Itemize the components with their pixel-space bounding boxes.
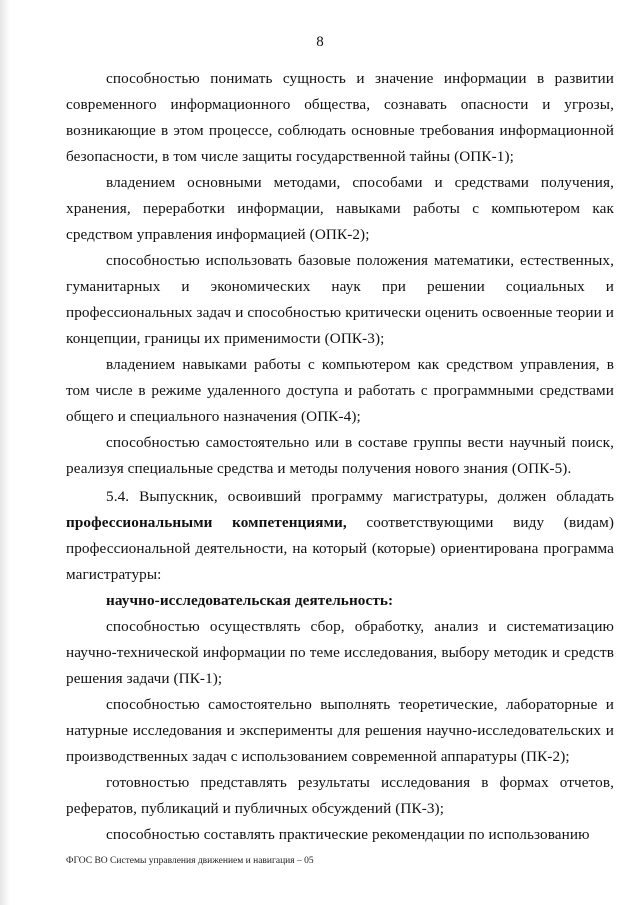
paragraph-opk-3: способностью использовать базовые положения математики, естественных, гуманитарных и экономических наук при решении социальных и профессиональных задач и способностью критически оценить освоенные теории и концепции, границы их применимости (ОПК-3); (66, 252, 614, 347)
paragraph-opk-1: способностью понимать сущность и значение информации в развитии современного информационного общества, сознавать опасности и угрозы, возникающие в этом процессе, соблюдать основные требования информационной безопасности, в том числе защиты государственной тайны (ОПК-1); (66, 70, 614, 165)
paragraph-opk-2: владением основными методами, способами и средствами получения, хранения, переработки информации, навыками работы с компьютером как средством управления информацией (ОПК-2); (66, 174, 614, 243)
activity-heading: научно-исследовательская деятельность: (106, 592, 394, 609)
page-number: 8 (316, 34, 324, 50)
page-footer: ФГОС ВО Системы управления движением и навигация – 05 (66, 856, 314, 866)
document-body (66, 66, 614, 848)
paragraph-opk-4: владением навыками работы с компьютером как средством управления, в том числе в режиме удаленного доступа и работать с программными средствами общего и специального назначения (ОПК-4); (66, 356, 614, 425)
paragraph-pk-4-start: способностью составлять практические рекомендации по использованию (106, 826, 590, 843)
section-5-4-lead: 5.4. Выпускник, освоивший программу магистратуры, должен обладать (106, 488, 614, 505)
scan-edge (0, 0, 10, 905)
paragraph-pk-3: готовностью представлять результаты исследования в формах отчетов, рефератов, публикаций и публичных обсуждений (ПК-3); (66, 774, 614, 817)
section-5-4-bold: профессиональными компетенциями, (66, 514, 347, 531)
paragraph-section-5-4 (66, 484, 614, 588)
paragraph-pk-1: способностью осуществлять сбор, обработку, анализ и систематизацию научно-технической информации по теме исследования, выбору методик и средств решения задачи (ПК-1); (66, 618, 614, 687)
section-5-4-tail: соответствующими виду (видам) профессиональной деятельности, на который (которые) ориентирована программа магистратуры: (66, 514, 614, 583)
paragraph-opk-5: способностью самостоятельно или в составе группы вести научный поиск, реализуя специальные средства и методы получения нового знания (ОПК-5). (66, 434, 614, 477)
paragraph-pk-2: способностью самостоятельно выполнять теоретические, лабораторные и натурные исследования и эксперименты для решения научно-исследовательских и производственных задач с использованием современной аппаратуры (ПК-2); (66, 696, 614, 765)
